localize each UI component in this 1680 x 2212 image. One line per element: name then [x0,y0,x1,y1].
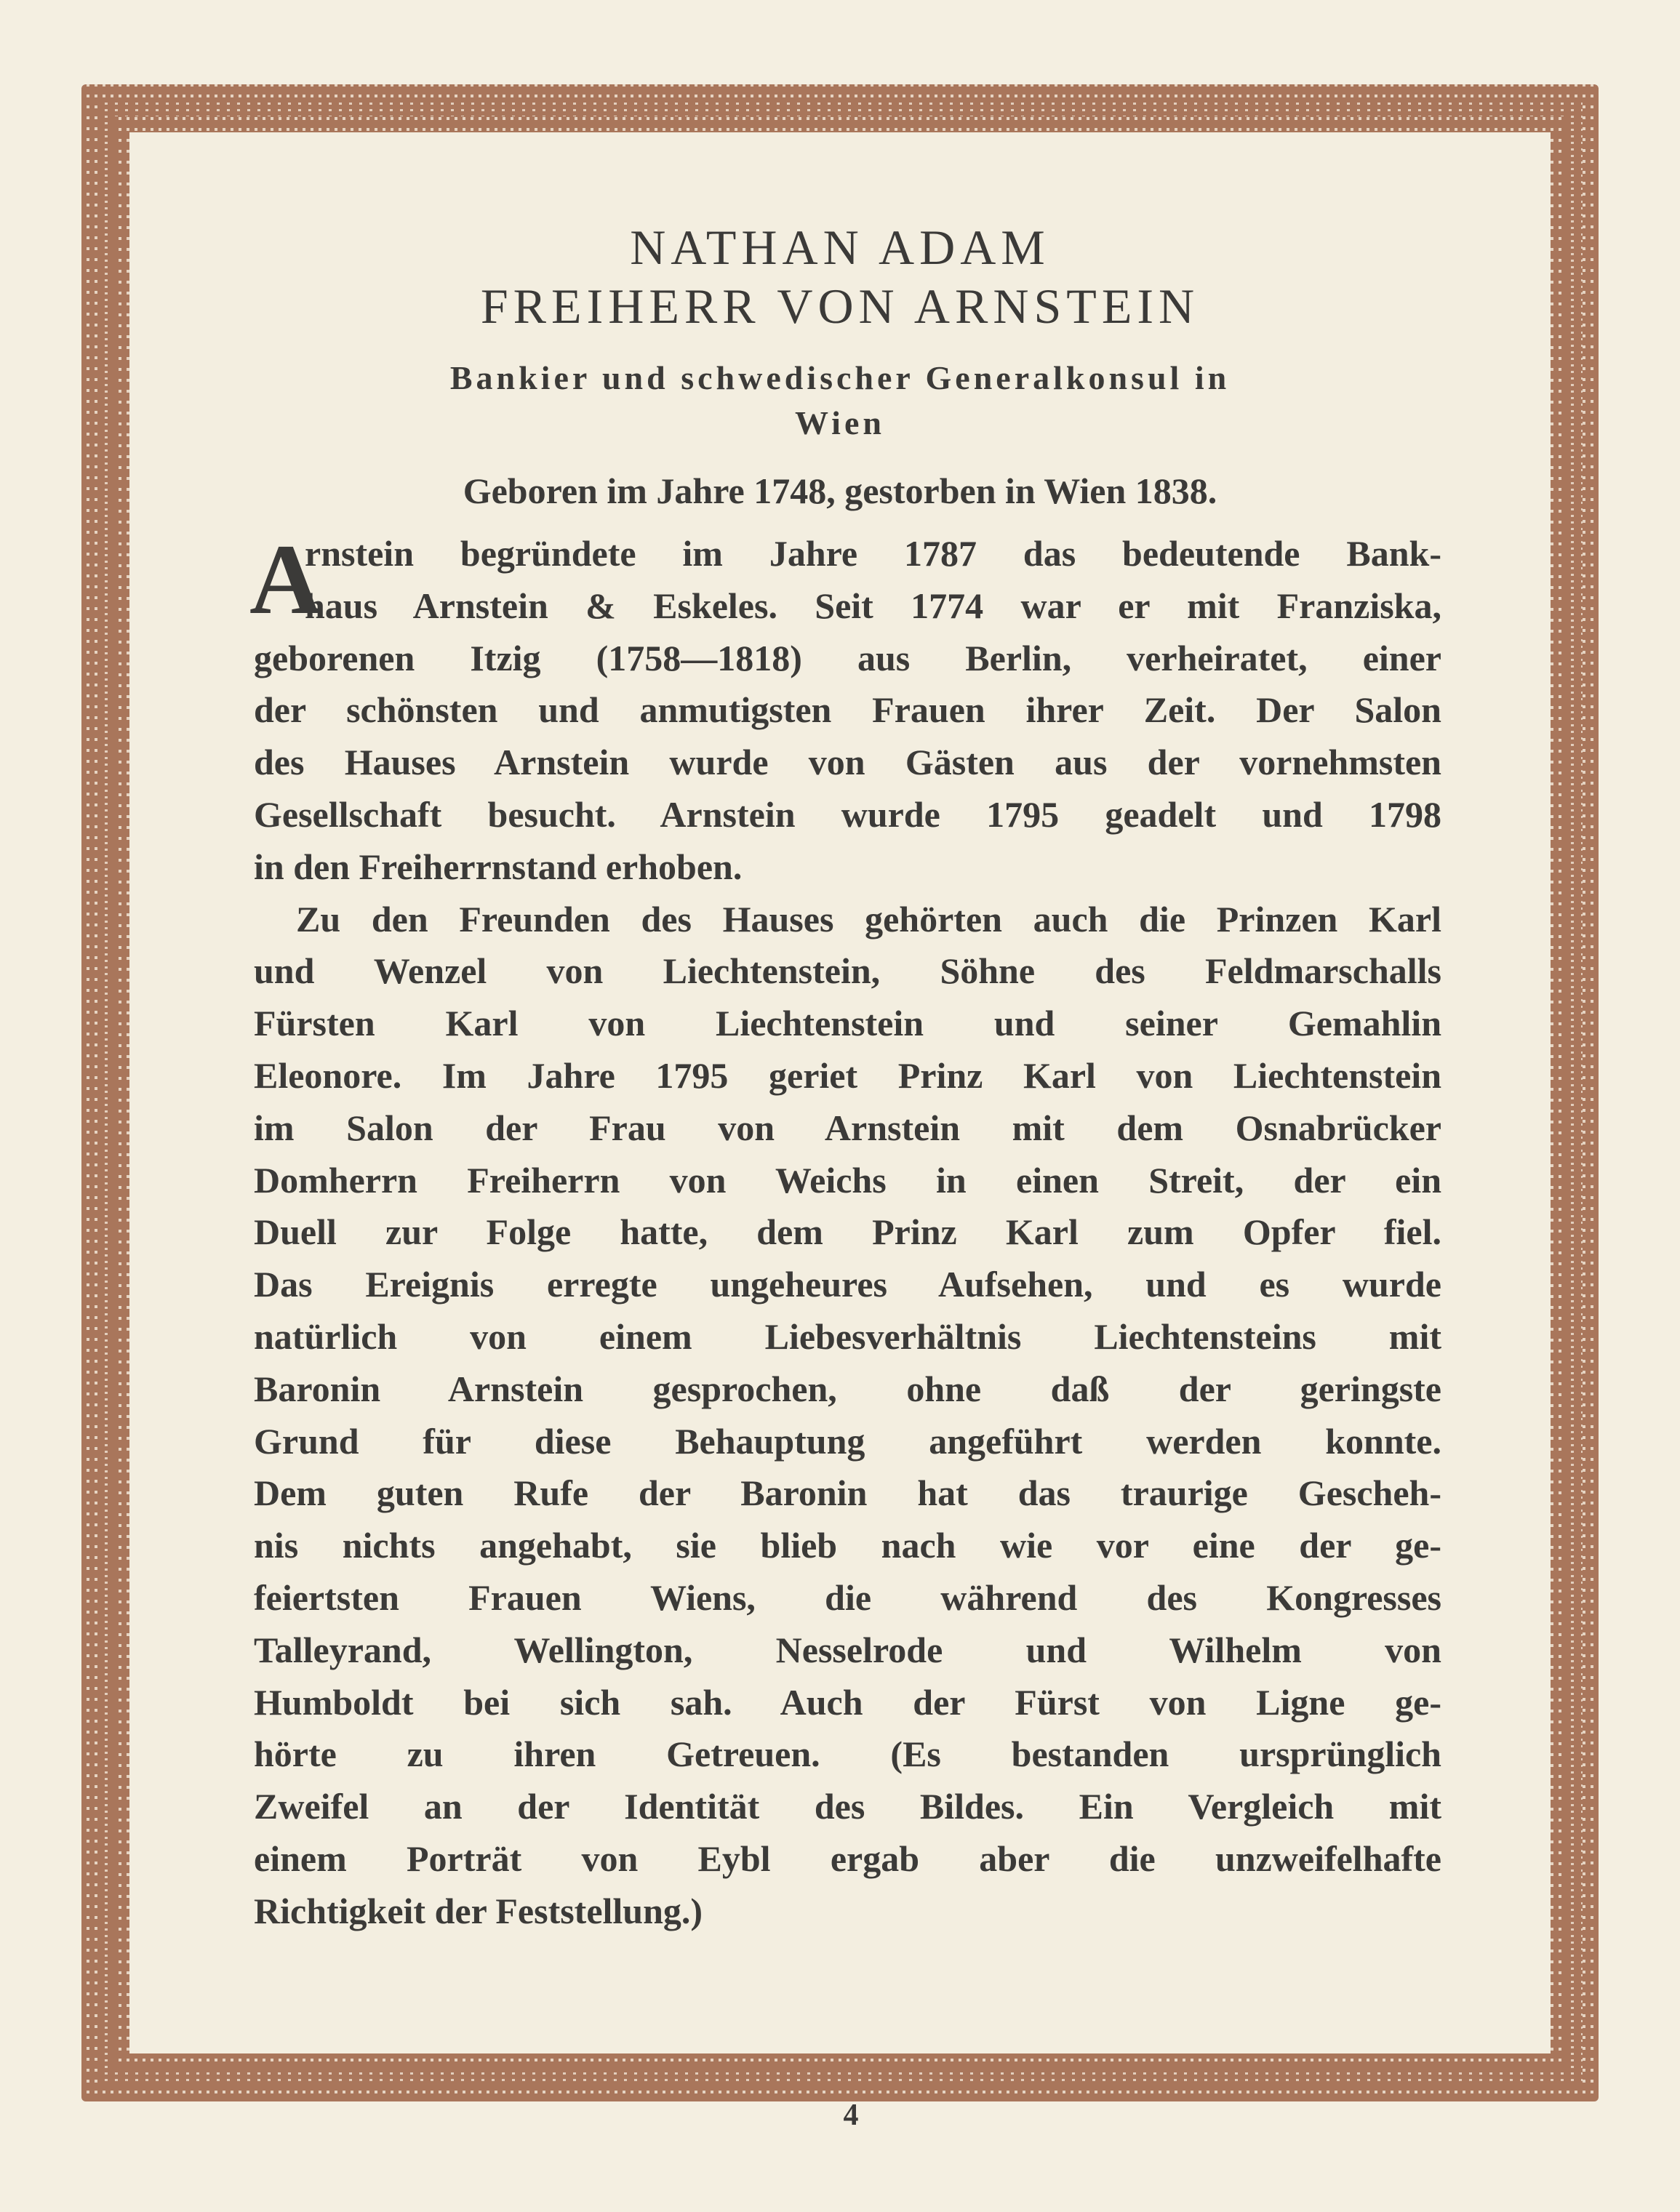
birth-death-line: Geboren im Jahre 1748, gestorben in Wien 1838. [463,470,1217,511]
text-line: Gesellschaft besucht. Arnstein wurde 1795 geadelt und 1798 [254,793,1441,835]
text-line: Das Ereignis erregte ungeheures Aufsehen, und es wurde [254,1264,1441,1305]
text-line: Grund für diese Behauptung angeführt werden konnte. [254,1420,1441,1462]
text-line: rnstein begründete im Jahre 1787 das bedeutende Bank- [305,533,1441,574]
title-line-1: NATHAN ADAM [630,220,1050,275]
text-line: haus Arnstein & Eskeles. Seit 1774 war er mit Franziska, [305,585,1441,626]
text-line: Fürsten Karl von Liechtenstein und seiner Gemahlin [254,1003,1441,1044]
subtitle-line-2: Wien [795,404,885,441]
text-line: natürlich von einem Liebesverhältnis Liechtensteins mit [254,1315,1441,1357]
text-line: im Salon der Frau von Arnstein mit dem Osnabrücker [254,1107,1441,1148]
text-line: hörte zu ihren Getreuen. (Es bestanden ursprünglich [254,1734,1441,1775]
title-line-2: FREIHERR VON ARNSTEIN [480,278,1200,334]
text-line: Eleonore. Im Jahre 1795 geriet Prinz Karl von Liechtenstein [254,1054,1441,1096]
text-line: Talleyrand, Wellington, Nesselrode und Wilhelm von [254,1629,1441,1670]
text-line: geborenen Itzig (1758—1818) aus Berlin, verheiratet, einer [254,637,1441,678]
text-line: in den Freiherrnstand erhoben. [254,846,743,887]
text-line: Duell zur Folge hatte, dem Prinz Karl zum Opfer fiel. [254,1211,1441,1253]
text-line: Zweifel an der Identität des Bildes. Ein Vergleich mit [254,1786,1441,1827]
text-line: und Wenzel von Liechtenstein, Söhne des Feldmarschalls [254,950,1441,992]
body-text [249,524,1441,1938]
text-line: Richtigkeit der Feststellung.) [254,1890,703,1931]
drop-cap: A [249,524,322,635]
text-line: Domherrn Freiherrn von Weichs in einen Streit, der ein [254,1159,1441,1201]
text-line: einem Porträt von Eybl ergab aber die unzweifelhafte [254,1838,1441,1879]
text-line: Zu den Freunden des Hauses gehörten auch die Prinzen Karl [296,898,1441,939]
text-line: Dem guten Rufe der Baronin hat das traurige Gescheh- [254,1472,1441,1514]
subtitle-line-1: Bankier und schwedischer Generalkonsul in [449,359,1231,396]
text-line: der schönsten und anmutigsten Frauen ihrer Zeit. Der Salon [254,689,1441,731]
text-line: nis nichts angehabt, sie blieb nach wie vor eine der ge- [254,1525,1441,1566]
page-number: 4 [843,2099,859,2132]
text-line: Humboldt bei sich sah. Auch der Fürst von Ligne ge- [254,1681,1441,1723]
text-line: Baronin Arnstein gesprochen, ohne daß der geringste [254,1368,1441,1409]
text-line: des Hauses Arnstein wurde von Gästen aus der vornehmsten [254,742,1441,783]
text-line: feiertsten Frauen Wiens, die während des Kongresses [254,1576,1441,1618]
